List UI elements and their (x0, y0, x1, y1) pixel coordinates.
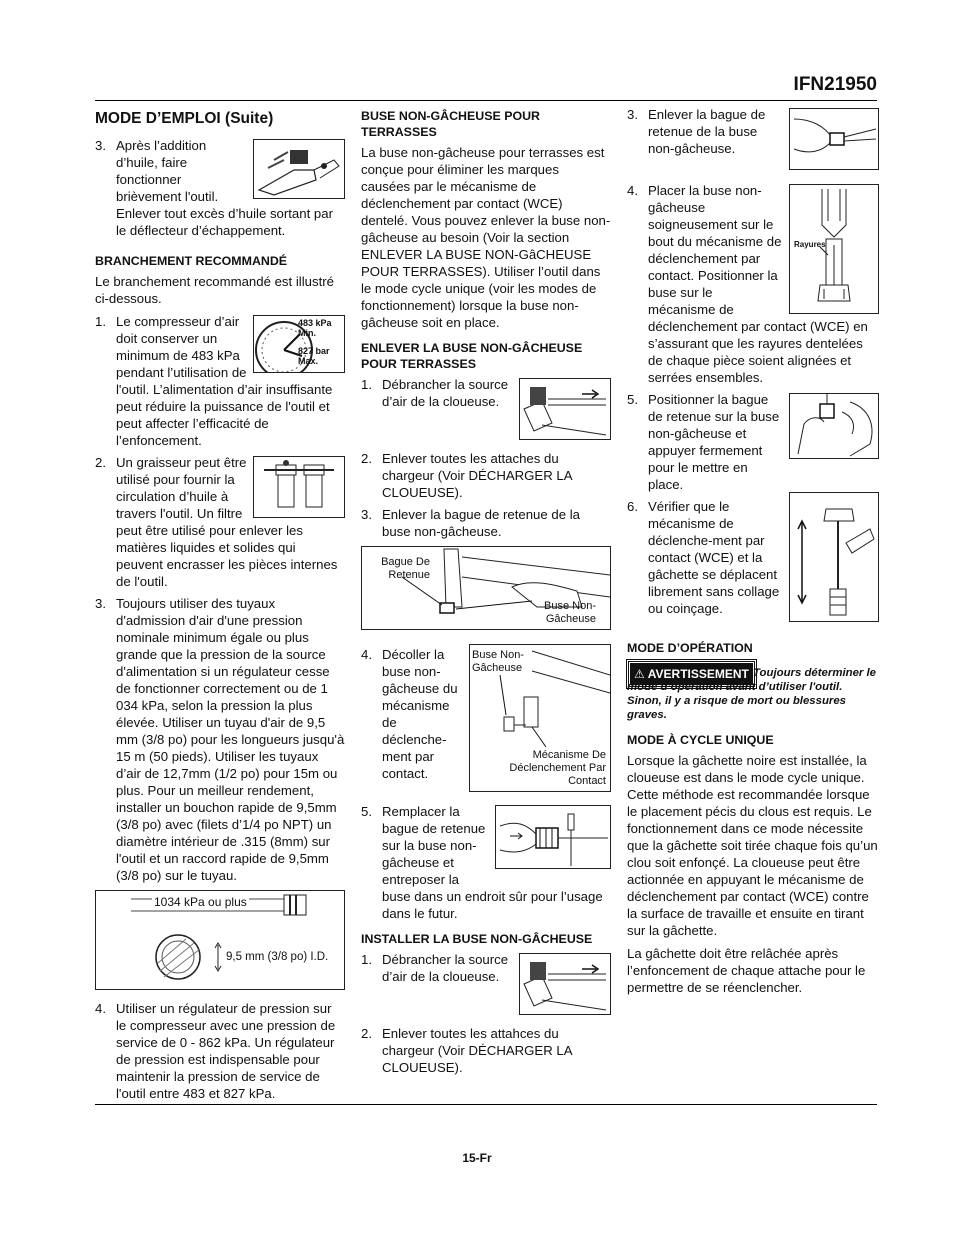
step-text: Enlever la bague de retenue de la buse non-gâcheuse. (382, 507, 580, 539)
label-no-mar-tip: Buse Non-Gâcheuse (472, 649, 524, 674)
label-serrations: Rayures (794, 240, 826, 249)
step-text: Placer la buse non-gâcheuse soigneusement sur le bout du mécanisme de déclenchement par contact. Positionner la buse sur le mécanisme de déclenchement par contact (WCE) en s’assurant que les rayures dentelées de chaque pièce soient alignées et serrées ensembles. (648, 183, 868, 385)
step-number: 2. (95, 455, 106, 470)
connection-intro: Le branchement recommandé est illustré ci-dessous. (95, 274, 334, 306)
step-text: Enlever la bague de retenue de la buse non-gâcheuse. (648, 107, 766, 156)
heading-install-tip: INSTALLER LA BUSE NON-GÂCHEUSE (361, 932, 593, 946)
heading-single-cycle: MODE À CYCLE UNIQUE (627, 733, 774, 747)
step-number: 4. (361, 647, 372, 662)
disconnect-air-figure (519, 953, 611, 1015)
step-text: Positionner la bague de retenue sur la buse non-gâcheuse et appuyer fermement pour le mettre en place. (648, 392, 780, 492)
step-number: 1. (361, 377, 372, 392)
remove-step-2 (361, 450, 611, 501)
replace-ring-figure (495, 805, 611, 869)
warning-text: Toujours déterminer le mode d’opération avant d’utiliser l'outil. Sinon, il y a risque de mort ou blessures graves. (627, 667, 876, 721)
step-number: 5. (627, 392, 638, 407)
warning-triangle-icon: ⚠ (634, 667, 645, 681)
step-text: Vérifier que le mécanisme de déclenche-ment par contact (WCE) et la gâchette se déplacent librement sans collage ou coinçage. (648, 499, 780, 616)
heading-remove-tip: ENLEVER LA BUSE NON-GÂCHEUSE POUR TERRASSES (361, 341, 583, 371)
install-step-2 (361, 1025, 611, 1076)
step-number: 4. (95, 1001, 106, 1016)
label-contact-trip: Mécanisme De Déclenchement Par Contact (509, 749, 606, 787)
retaining-ring-figure (361, 546, 611, 630)
disconnect-air-figure (519, 378, 611, 440)
oil-nailer-figure (253, 139, 345, 199)
step-number: 3. (627, 107, 638, 122)
gauge-figure (253, 315, 345, 373)
check-trigger-figure (789, 492, 879, 622)
install-step-4 (627, 182, 879, 386)
single-cycle-p2: La gâchette doit être relâchée après l’enfoncement de chaque attache pour le permettre de se réenclencher. (627, 946, 866, 995)
remove-step-5 (361, 803, 611, 922)
step-text: Enlever toutes les attahces du chargeur (Voir DÉCHARGER LA CLOUEUSE). (382, 1026, 572, 1075)
step-number: 2. (361, 451, 372, 466)
no-mar-intro: La buse non-gâcheuse pour terrasses est conçue pour éliminer les marques causées par le mécanisme de déclenchement par contact (WCE) dentelé. Vous pouvez enlever la buse non-gâcheuse au besoin (Voir la section ENLEVER LA BUSE NON-GâCHEUSE POUR TERRASSES). Utiliser l’outil dans le mode cycle unique (voir les modes de fonctionnement) lorsque la buse non-gâcheuse soit en place. (361, 145, 611, 330)
contact-trip-figure (469, 644, 611, 792)
remove-step-1 (361, 376, 611, 410)
install-step-1 (361, 951, 611, 985)
step-2-lubricator (95, 454, 345, 590)
step-text-cont: la buse dans un endroit sûr pour l’usage dans le futur. (382, 872, 603, 921)
gauge-min-label: 483 kPa Min. (298, 318, 332, 338)
remove-step-4 (361, 646, 611, 796)
press-ring-figure (789, 393, 879, 459)
step-text: Débrancher la source d’air de la cloueuse. (382, 377, 509, 409)
label-no-mar-tip: Buse Non-Gâcheuse (544, 600, 596, 625)
step-text-cont: Enlever tout excès d’huile sortant par le déflecteur d’échappement. (116, 206, 333, 238)
install-step-5 (627, 391, 879, 493)
step-text: Un graisseur peut être utilisé pour fournir la circulation d’huile à travers l'outil. Un filtre peut être utilisé pour enlever les matières liquides et solides qui peuvent encrasser les pièces internes de l'outil. (116, 455, 338, 589)
step-number: 2. (361, 1026, 372, 1041)
heading-operation-mode: MODE D’OPÉRATION (627, 641, 753, 655)
step-number: 6. (627, 499, 638, 514)
page-number: 15-Fr (462, 1151, 492, 1165)
filter-lubricator-figure (253, 456, 345, 518)
step-3-oil (95, 137, 345, 239)
step-number: 3. (95, 138, 106, 153)
remove-ring-figure (789, 108, 879, 170)
column-1 (95, 106, 345, 1107)
step-text: Toujours utiliser des tuyaux d'admission d'air d'une pression nominale minimum égale ou plus grande que la pression de la source d'alimentation si un régulateur cesse de fonctionner correctement ou de 1 034 kPa, selon la pression la plus élevée. Utiliser un tuyau d'air de 9,5 mm (3/8 po) pour les longueurs jusqu'à 15 m (50 pieds). Utiliser les tuyaux d’air de 12,7mm (1/2 po) pour 15m ou plus. Pour un meilleur rendement, installer un bouchon rapide de 9,5mm (3/8 po) avec (filets d’1/4 po NPT) un diamètre intérieur de .315 (8mm) sur l'outil et un raccord rapide de 9,5mm (3/8 po) sur le tuyau. (116, 596, 345, 883)
column-2 (361, 106, 611, 1081)
label-retaining-ring: Bague De Retenue (381, 556, 430, 581)
heading-connection: BRANCHEMENT RECOMMANDÉ (95, 254, 288, 268)
step-text: Débrancher la source d’air de la cloueuse. (382, 952, 509, 984)
install-step-6 (627, 498, 879, 617)
step-number: 4. (627, 183, 638, 198)
step-number: 1. (95, 314, 106, 329)
hose-pressure-label: 1034 kPa ou plus (154, 895, 247, 909)
step-text: Utiliser un régulateur de pression sur le compresseur avec une pression de service de 0 - 862 kPa. Un régulateur de pression est indispensable pour maintenir la pression de service de l'outil entre 483 et 827 kPa. (116, 1001, 336, 1101)
top-rule (95, 100, 877, 101)
warning-badge-label: AVERTISSEMENT (647, 667, 749, 681)
step-3-hoses (95, 595, 345, 884)
remove-step-3 (361, 506, 611, 540)
step-number: 1. (361, 952, 372, 967)
hose-figure (95, 890, 345, 990)
heading-no-mar-tip: BUSE NON-GÂCHEUSE POUR TERRASSES (361, 109, 540, 139)
step-1-compressor (95, 313, 345, 449)
step-text: Remplacer la bague de retenue sur la buse non-gâcheuse et entreposer (382, 804, 486, 887)
single-cycle-p1: Lorsque la gâchette noire est installée, la cloueuse est dans le mode cycle unique. Cette méthode est recommandée lorsque le placement pécis du clous est requis. Le fonctionnement dans ce mode nécessite que la gâchette soit tirée chaque fois qu’un clou soit enfonçé. La cloueuse peut être actionnée en appuyant le mécanisme de déclenchement par contact (WCE) contre la surface de travaille et ensuite en tirant sur la gâchette. (627, 753, 878, 938)
step-number: 5. (361, 804, 372, 819)
model-number: IFN21950 (793, 74, 877, 95)
step-text: Enlever toutes les attaches du chargeur (Voir DÉCHARGER LA CLOUEUSE). (382, 451, 572, 500)
bottom-rule (95, 1104, 877, 1105)
step-text: Après l’addition d’huile, faire fonctionner brièvement l'outil. (116, 138, 219, 204)
hose-id-label: 9,5 mm (3/8 po) I.D. (226, 951, 329, 963)
column-3 (627, 106, 879, 1002)
step-4-regulator (95, 1000, 345, 1102)
step-number: 3. (361, 507, 372, 522)
gauge-max-label: 827 bar Max. (298, 346, 330, 366)
section-title: MODE D’EMPLOI (Suite) (95, 110, 274, 127)
step-text: Décoller la buse non-gâcheuse du mécanisme de déclenche-ment par contact. (382, 647, 458, 781)
install-step-3 (627, 106, 879, 168)
serrations-figure (789, 184, 879, 314)
step-text: Le compresseur d’air doit conserver un minimum de 483 kPa pendant l’utilisation de l'outil. L’alimentation d’air insuffisante peut réduire la puissance de l'outil et peut affecter l’efficacité de l’enfoncement. (116, 314, 333, 448)
step-number: 3. (95, 596, 106, 611)
